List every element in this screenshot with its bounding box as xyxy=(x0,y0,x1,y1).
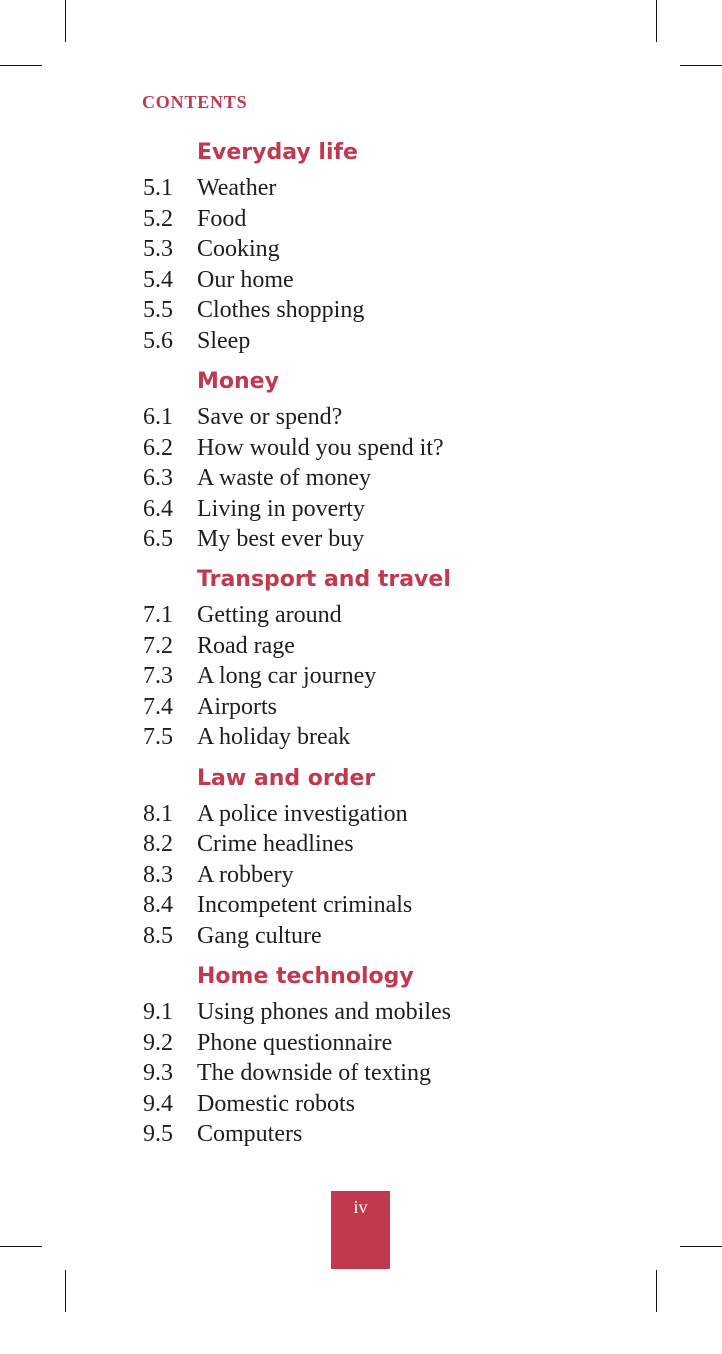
page-number-tab: iv xyxy=(331,1191,390,1269)
entry-number: 6.2 xyxy=(143,435,173,461)
crop-mark-top-left-vertical xyxy=(65,0,66,42)
entry-number: 6.3 xyxy=(143,465,173,491)
entry-number: 7.2 xyxy=(143,633,173,659)
entry-title: Living in poverty xyxy=(197,496,365,522)
entry-title: A waste of money xyxy=(197,465,371,491)
entry-number: 5.4 xyxy=(143,267,173,293)
entry-title: Clothes shopping xyxy=(197,297,365,323)
entry-title: Save or spend? xyxy=(197,404,343,430)
entry-number: 5.2 xyxy=(143,206,173,232)
entry-title: Our home xyxy=(197,267,294,293)
entry-number: 9.3 xyxy=(143,1060,173,1086)
entry-title: How would you spend it? xyxy=(197,435,444,461)
entry-title: Domestic robots xyxy=(197,1091,355,1117)
crop-mark-bottom-right-vertical xyxy=(656,1270,657,1312)
crop-mark-bottom-left-horizontal xyxy=(0,1246,42,1247)
entry-title: A police investigation xyxy=(197,801,408,827)
entry-number: 7.3 xyxy=(143,663,173,689)
entry-title: Phone questionnaire xyxy=(197,1030,393,1056)
entry-number: 9.4 xyxy=(143,1091,173,1117)
entry-number: 8.5 xyxy=(143,923,173,949)
entry-number: 8.4 xyxy=(143,892,173,918)
entry-title: Road rage xyxy=(197,633,295,659)
entry-number: 5.3 xyxy=(143,236,173,262)
entry-title: Sleep xyxy=(197,328,251,354)
entry-title: Crime headlines xyxy=(197,831,354,857)
entry-number: 5.5 xyxy=(143,297,173,323)
entry-number: 7.4 xyxy=(143,694,173,720)
section-title: Law and order xyxy=(197,766,376,791)
entry-number: 9.5 xyxy=(143,1121,173,1147)
crop-mark-top-right-vertical xyxy=(656,0,657,42)
entry-number: 9.2 xyxy=(143,1030,173,1056)
entry-number: 6.5 xyxy=(143,526,173,552)
crop-mark-top-left-horizontal xyxy=(0,65,42,66)
entry-title: Using phones and mobiles xyxy=(197,999,451,1025)
entry-number: 6.1 xyxy=(143,404,173,430)
entry-number: 7.5 xyxy=(143,724,173,750)
running-head: CONTENTS xyxy=(142,92,248,112)
entry-number: 6.4 xyxy=(143,496,173,522)
entry-number: 5.1 xyxy=(143,175,173,201)
entry-number: 7.1 xyxy=(143,602,173,628)
crop-mark-top-right-horizontal xyxy=(680,65,722,66)
entry-title: A holiday break xyxy=(197,724,351,750)
entry-number: 8.1 xyxy=(143,801,173,827)
crop-mark-bottom-left-vertical xyxy=(65,1270,66,1312)
entry-number: 8.3 xyxy=(143,862,173,888)
entry-title: Gang culture xyxy=(197,923,322,949)
section-title: Transport and travel xyxy=(197,567,451,592)
entry-title: Weather xyxy=(197,175,277,201)
entry-number: 8.2 xyxy=(143,831,173,857)
entry-number: 5.6 xyxy=(143,328,173,354)
crop-mark-bottom-right-horizontal xyxy=(680,1246,722,1247)
section-title: Home technology xyxy=(197,964,414,989)
entry-title: My best ever buy xyxy=(197,526,365,552)
entry-title: A long car journey xyxy=(197,663,377,689)
entry-title: Food xyxy=(197,206,247,232)
entry-title: Computers xyxy=(197,1121,303,1147)
entry-number: 9.1 xyxy=(143,999,173,1025)
entry-title: Airports xyxy=(197,694,277,720)
section-title: Everyday life xyxy=(197,140,358,165)
entry-title: Cooking xyxy=(197,236,280,262)
entry-title: A robbery xyxy=(197,862,294,888)
entry-title: The downside of texting xyxy=(197,1060,431,1086)
entry-title: Getting around xyxy=(197,602,342,628)
section-title: Money xyxy=(197,369,279,394)
entry-title: Incompetent criminals xyxy=(197,892,413,918)
